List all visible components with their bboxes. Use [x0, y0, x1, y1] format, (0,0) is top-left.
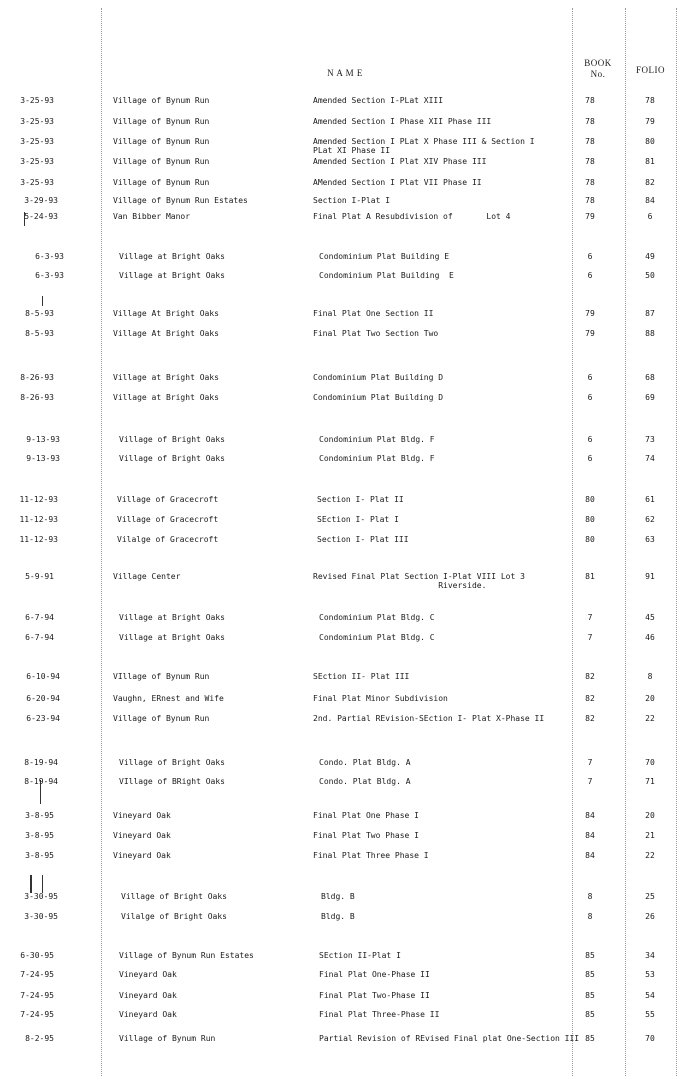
- entry-subdivision: Village of Gracecroft: [117, 515, 219, 524]
- entry-subdivision: Village of Bynum Run Estates: [113, 196, 248, 205]
- entry-folio: 69: [645, 393, 655, 402]
- entry-book-no: 84: [585, 811, 595, 820]
- ledger-row: [0, 851, 700, 871]
- entry-subdivision: Van Bibber Manor: [113, 212, 191, 221]
- entry-folio: 79: [645, 117, 655, 126]
- entry-book-no: 6: [587, 373, 593, 382]
- entry-folio: 88: [645, 329, 655, 338]
- ledger-row: [0, 777, 700, 797]
- entry-plat-name: Bldg. B: [321, 912, 355, 921]
- entry-folio: 62: [645, 515, 655, 524]
- ledger-row: [0, 309, 700, 329]
- entry-folio: 71: [645, 777, 655, 786]
- entry-date: 8-19-94: [24, 758, 58, 767]
- entry-book-no: 78: [585, 196, 595, 205]
- entry-plat-name: Final Plat One Section II: [313, 309, 434, 318]
- entry-plat-name: Condominium Plat Building D: [313, 373, 444, 382]
- entry-folio: 70: [645, 1034, 655, 1043]
- entry-date: 8-5-93: [25, 329, 54, 338]
- entry-folio: 6: [647, 212, 653, 221]
- entry-book-no: 82: [585, 672, 595, 681]
- entry-subdivision: Village of Bynum Run: [113, 117, 210, 126]
- ledger-row: [0, 714, 700, 734]
- entry-date: 5-24-93: [24, 212, 58, 221]
- entry-subdivision: Village of Bynum Run: [113, 178, 210, 187]
- entry-folio: 21: [645, 831, 655, 840]
- entry-date: 9-13-93: [26, 435, 60, 444]
- entry-date: 9-13-93: [26, 454, 60, 463]
- ledger-row: [0, 329, 700, 349]
- entry-book-no: 78: [585, 157, 595, 166]
- entry-folio: 26: [645, 912, 655, 921]
- entry-date: 7-24-95: [20, 970, 54, 979]
- entry-date: 3-25-93: [20, 137, 54, 146]
- entry-folio: 61: [645, 495, 655, 504]
- entry-subdivision: Vineyard Oak: [119, 991, 177, 1000]
- entry-date: 3-29-93: [24, 196, 58, 205]
- entry-date: 3-25-93: [20, 157, 54, 166]
- entry-date: 6-20-94: [26, 694, 60, 703]
- ledger-row: [0, 951, 700, 971]
- entry-subdivision: Vaughn, ERnest and Wife: [113, 694, 224, 703]
- entry-date: 6-7-94: [25, 633, 54, 642]
- entry-plat-name: Amended Section I Plat XIV Phase III: [313, 157, 487, 166]
- entry-plat-name: Section I- Plat III: [317, 535, 409, 544]
- ledger-row: [0, 515, 700, 535]
- entry-date: 3-25-93: [20, 178, 54, 187]
- entry-book-no: 7: [587, 777, 593, 786]
- entry-folio: 22: [645, 851, 655, 860]
- entry-plat-name: Final Plat Two-Phase II: [319, 991, 430, 1000]
- entry-subdivision: Village of Gracecroft: [117, 495, 219, 504]
- entry-plat-name: Partial Revision of REvised Final plat One-Section III: [319, 1034, 580, 1043]
- ledger-row: [0, 212, 700, 232]
- entry-folio: 78: [645, 96, 655, 105]
- ledger-row: [0, 271, 700, 291]
- header-book: BOOK No.: [584, 58, 612, 79]
- ledger-row: [0, 373, 700, 393]
- margin-mark: [24, 212, 25, 226]
- entry-folio: 81: [645, 157, 655, 166]
- entry-subdivision: Village of Bynum Run: [113, 714, 210, 723]
- entry-book-no: 85: [585, 991, 595, 1000]
- entry-plat-name: SEction I- Plat I: [317, 515, 399, 524]
- entry-plat-name: Condominium Plat Building E: [319, 271, 454, 280]
- entry-book-no: 6: [587, 435, 593, 444]
- entry-plat-name: Condominium Plat Bldg. C: [319, 613, 435, 622]
- entry-book-no: 6: [587, 271, 593, 280]
- ledger-row: [0, 831, 700, 851]
- entry-folio: 20: [645, 694, 655, 703]
- entry-subdivision: Village at Bright Oaks: [119, 271, 225, 280]
- entry-book-no: 78: [585, 178, 595, 187]
- entry-subdivision: Village of Bright Oaks: [119, 454, 225, 463]
- entry-folio: 46: [645, 633, 655, 642]
- entry-plat-name: AMended Section I Plat VII Phase II: [313, 178, 482, 187]
- entry-date: 3-30-95: [24, 912, 58, 921]
- entry-book-no: 7: [587, 613, 593, 622]
- entry-date: 8-2-95: [25, 1034, 54, 1043]
- entry-plat-name: Section I- Plat II: [317, 495, 404, 504]
- entry-book-no: 6: [587, 252, 593, 261]
- entry-date: 11-12-93: [19, 535, 58, 544]
- entry-book-no: 84: [585, 851, 595, 860]
- ledger-row: [0, 495, 700, 515]
- entry-plat-name: Condo. Plat Bldg. A: [319, 777, 411, 786]
- ledger-row: [0, 157, 700, 177]
- entry-plat-name: Bldg. B: [321, 892, 355, 901]
- entry-subdivision: Vilalge of Bright Oaks: [121, 912, 227, 921]
- ledger-row: [0, 811, 700, 831]
- entry-subdivision: Vineyard Oak: [119, 1010, 177, 1019]
- entry-plat-name: Condominium Plat Building D: [313, 393, 444, 402]
- entry-subdivision: Village of Bright Oaks: [119, 435, 225, 444]
- entry-date: 7-24-95: [20, 1010, 54, 1019]
- entry-book-no: 80: [585, 535, 595, 544]
- entry-plat-name: Condominium Plat Building E: [319, 252, 450, 261]
- margin-mark: [42, 296, 43, 306]
- entry-plat-name: Amended Section I Phase XII Phase III: [313, 117, 492, 126]
- entry-book-no: 79: [585, 329, 595, 338]
- ledger-row: [0, 572, 700, 592]
- entry-subdivision: Village at Bright Oaks: [113, 373, 219, 382]
- ledger-row: [0, 633, 700, 653]
- entry-book-no: 82: [585, 694, 595, 703]
- entry-folio: 91: [645, 572, 655, 581]
- entry-date: 5-9-91: [25, 572, 54, 581]
- entry-date: 6-7-94: [25, 613, 54, 622]
- entry-folio: 34: [645, 951, 655, 960]
- entry-folio: 49: [645, 252, 655, 261]
- entry-book-no: 8: [587, 892, 593, 901]
- entry-subdivision: Village at Bright Oaks: [119, 613, 225, 622]
- entry-plat-name: Final Plat Two Section Two: [313, 329, 439, 338]
- header-name: N A M E: [327, 68, 363, 78]
- margin-mark: [42, 875, 43, 893]
- entry-folio: 45: [645, 613, 655, 622]
- entry-date: 3-25-93: [20, 117, 54, 126]
- entry-subdivision: Vineyard Oak: [113, 811, 171, 820]
- entry-book-no: 7: [587, 633, 593, 642]
- entry-subdivision: Vineyard Oak: [113, 851, 171, 860]
- margin-mark: [40, 780, 41, 804]
- entry-folio: 50: [645, 271, 655, 280]
- entry-date: 3-8-95: [25, 831, 54, 840]
- ledger-row: [0, 1010, 700, 1030]
- entry-book-no: 81: [585, 572, 595, 581]
- ledger-row: [0, 912, 700, 932]
- entry-plat-name: Final Plat Three-Phase II: [319, 1010, 440, 1019]
- ledger-row: [0, 672, 700, 692]
- entry-subdivision: VIllage of Bynum Run: [113, 672, 210, 681]
- entry-date: 3-8-95: [25, 811, 54, 820]
- entry-date: 8-26-93: [20, 373, 54, 382]
- ledger-row: [0, 535, 700, 555]
- entry-date: 6-3-93: [35, 252, 64, 261]
- entry-plat-name: Condo. Plat Bldg. A: [319, 758, 411, 767]
- entry-subdivision: Village at Bright Oaks: [119, 633, 225, 642]
- entry-plat-name: SEction II-Plat I: [319, 951, 401, 960]
- entry-subdivision: VIllage of BRight Oaks: [119, 777, 225, 786]
- entry-folio: 68: [645, 373, 655, 382]
- entry-book-no: 84: [585, 831, 595, 840]
- entry-date: 6-10-94: [26, 672, 60, 681]
- ledger-row: [0, 252, 700, 272]
- entry-book-no: 85: [585, 951, 595, 960]
- entry-plat-name: Condominium Plat Bldg. F: [319, 454, 435, 463]
- entry-date: 3-25-93: [20, 96, 54, 105]
- entry-folio: 73: [645, 435, 655, 444]
- entry-book-no: 85: [585, 1010, 595, 1019]
- entry-folio: 22: [645, 714, 655, 723]
- entry-folio: 82: [645, 178, 655, 187]
- entry-folio: 84: [645, 196, 655, 205]
- entry-folio: 74: [645, 454, 655, 463]
- entry-plat-name: Amended Section I-PLat XIII: [313, 96, 444, 105]
- entry-subdivision: Vilalge of Gracecroft: [117, 535, 219, 544]
- entry-subdivision: Village of Bright Oaks: [119, 758, 225, 767]
- entry-plat-name: SEction II- Plat III: [313, 672, 410, 681]
- entry-plat-name: Condominium Plat Bldg. C: [319, 633, 435, 642]
- ledger-row: [0, 117, 700, 137]
- entry-subdivision: Village at Bright Oaks: [119, 252, 225, 261]
- ledger-row: [0, 137, 700, 157]
- entry-plat-name: Section I-Plat I: [313, 196, 391, 205]
- ledger-row: [0, 991, 700, 1011]
- entry-folio: 80: [645, 137, 655, 146]
- entry-date: 8-5-93: [25, 309, 54, 318]
- ledger-row: [0, 435, 700, 455]
- ledger-row: [0, 454, 700, 474]
- ledger-row: [0, 758, 700, 778]
- entry-subdivision: Village of Bynum Run: [113, 157, 210, 166]
- ledger-row: [0, 393, 700, 413]
- entry-book-no: 6: [587, 393, 593, 402]
- entry-date: 3-30-95: [24, 892, 58, 901]
- entry-subdivision: Village At Bright Oaks: [113, 309, 219, 318]
- entry-plat-name: Final Plat Three Phase I: [313, 851, 429, 860]
- entry-date: 8-26-93: [20, 393, 54, 402]
- entry-subdivision: Vineyard Oak: [113, 831, 171, 840]
- entry-plat-name: Final Plat Two Phase I: [313, 831, 419, 840]
- entry-book-no: 78: [585, 96, 595, 105]
- entry-folio: 20: [645, 811, 655, 820]
- entry-book-no: 85: [585, 970, 595, 979]
- ledger-row: [0, 613, 700, 633]
- entry-subdivision: Village of Bynum Run Estates: [119, 951, 254, 960]
- entry-folio: 70: [645, 758, 655, 767]
- entry-subdivision: Village of Bright Oaks: [121, 892, 227, 901]
- entry-book-no: 80: [585, 515, 595, 524]
- entry-plat-name: Final Plat A Resubdivision of Lot 4: [313, 212, 511, 221]
- entry-book-no: 78: [585, 137, 595, 146]
- entry-folio: 55: [645, 1010, 655, 1019]
- entry-book-no: 85: [585, 1034, 595, 1043]
- entry-date: 8-19-94: [24, 777, 58, 786]
- entry-folio: 8: [647, 672, 653, 681]
- entry-book-no: 78: [585, 117, 595, 126]
- ledger-row: [0, 694, 700, 714]
- entry-date: 3-8-95: [25, 851, 54, 860]
- entry-date: 6-23-94: [26, 714, 60, 723]
- header-folio: FOLIO: [636, 65, 665, 75]
- entry-date: 6-30-95: [20, 951, 54, 960]
- ledger-row: [0, 892, 700, 912]
- entry-subdivision: Village of Bynum Run: [113, 96, 210, 105]
- entry-folio: 53: [645, 970, 655, 979]
- entry-plat-name: Amended Section I PLat X Phase III & Section I PLat XI Phase II: [313, 137, 535, 155]
- entry-subdivision: Village At Bright Oaks: [113, 329, 219, 338]
- entry-book-no: 6: [587, 454, 593, 463]
- entry-plat-name: Final Plat One-Phase II: [319, 970, 430, 979]
- entry-date: 7-24-95: [20, 991, 54, 1000]
- entry-subdivision: Vineyard Oak: [119, 970, 177, 979]
- ledger-row: [0, 970, 700, 990]
- entry-folio: 87: [645, 309, 655, 318]
- entry-date: 6-3-93: [35, 271, 64, 280]
- entry-subdivision: Village Center: [113, 572, 181, 581]
- entry-plat-name: Condominium Plat Bldg. F: [319, 435, 435, 444]
- entry-date: 11-12-93: [19, 495, 58, 504]
- entry-subdivision: Village at Bright Oaks: [113, 393, 219, 402]
- margin-mark: [30, 875, 32, 893]
- entry-book-no: 82: [585, 714, 595, 723]
- entry-book-no: 79: [585, 309, 595, 318]
- entry-date: 11-12-93: [19, 515, 58, 524]
- entry-subdivision: Village of Bynum Run: [113, 137, 210, 146]
- entry-book-no: 79: [585, 212, 595, 221]
- ledger-row: [0, 1034, 700, 1054]
- entry-subdivision: Village of Bynum Run: [119, 1034, 216, 1043]
- entry-book-no: 80: [585, 495, 595, 504]
- entry-plat-name: Final Plat Minor Subdivision: [313, 694, 448, 703]
- entry-book-no: 7: [587, 758, 593, 767]
- entry-folio: 54: [645, 991, 655, 1000]
- entry-folio: 63: [645, 535, 655, 544]
- entry-plat-name: Revised Final Plat Section I-Plat VIII Lot 3 Riverside.: [313, 572, 525, 590]
- ledger-row: [0, 178, 700, 198]
- entry-plat-name: 2nd. Partial REvision-SEction I- Plat X-Phase II: [313, 714, 545, 723]
- entry-plat-name: Final Plat One Phase I: [313, 811, 419, 820]
- ledger-row: [0, 96, 700, 116]
- entry-folio: 25: [645, 892, 655, 901]
- entry-book-no: 8: [587, 912, 593, 921]
